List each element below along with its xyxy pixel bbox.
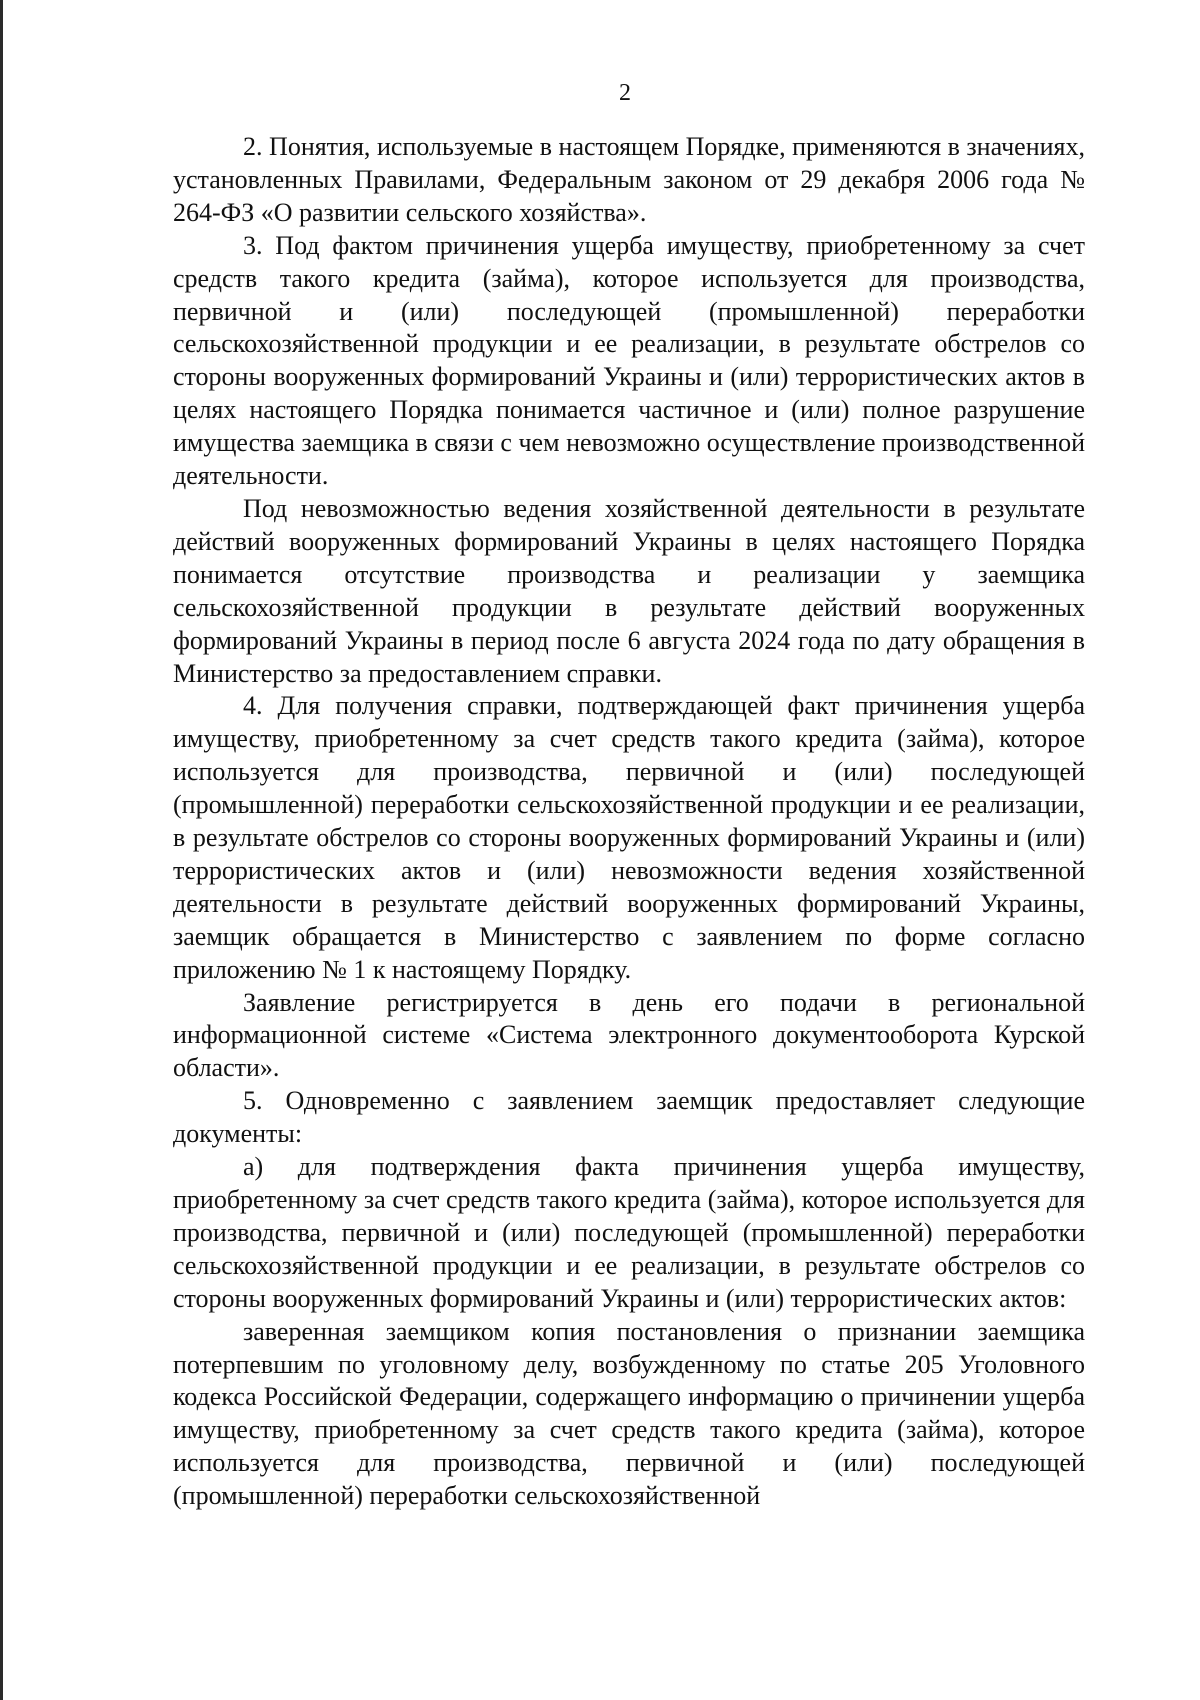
paragraph-3-damage-definition: 3. Под фактом причинения ущерба имуществу, приобретенному за счет средств такого кредита (займа), которое используется для производства, первичной и (или) последующей (промышленной) переработки сельскохозяйственной продукции и ее реализации, в результате обстрелов со стороны вооруженных формирований Украины и (или) террористических актов в целях настоящего Порядка понимается частичное и (или) полное разрушение имущества заемщика в связи с чем невозможно осуществление производственной деятельности. — [173, 230, 1085, 491]
paragraph-5a-damage-confirmation: а) для подтверждения факта причинения ущерба имуществу, приобретенному за счет средств такого кредита (займа), которое используется для производства, первичной и (или) последующей (промышленной) переработки сельскохозяйственной продукции и ее реализации, в результате обстрелов со стороны вооруженных формирований Украины и (или) террористических актов: — [173, 1152, 1085, 1313]
paragraph-2-concepts: 2. Понятия, используемые в настоящем Порядке, применяются в значениях, установленных Правилами, Федеральным законом от 29 декабря 2006 года № 264-ФЗ «О развитии сельского хозяйства». — [173, 132, 1085, 227]
paragraph-impossibility-definition: Под невозможностью ведения хозяйственной деятельности в результате действий вооруженных формирований Украины в целях настоящего Порядка понимается отсутствие производства и реализации у заемщика сельскохозяйственной продукции в результате действий вооруженных формирований Украины в период после 6 августа 2024 года по дату обращения в Министерство за предоставлением справки. — [173, 493, 1085, 688]
paragraph-resolution-copy: заверенная заемщиком копия постановления о признании заемщика потерпевшим по уголовному делу, возбужденному по статье 205 Уголовного кодекса Российской Федерации, содержащего информацию о причинении ущерба имуществу, приобретенному за счет средств такого кредита (займа), которое используется для производства, первичной и (или) последующей (промышленной) переработки сельскохозяйственной — [173, 1316, 1085, 1511]
scan-edge-shadow — [0, 0, 3, 1700]
paragraph-5-documents: 5. Одновременно с заявлением заемщик предоставляет следующие документы: — [173, 1086, 1085, 1149]
paragraph-registration: Заявление регистрируется в день его подачи в региональной информационной системе «Система электронного документооборота Курской области». — [173, 987, 1085, 1083]
paragraph-4-application: 4. Для получения справки, подтверждающей факт причинения ущерба имуществу, приобретенному за счет средств такого кредита (займа), которое используется для производства, первичной и (или) последующей (промышленной) переработки сельскохозяйственной продукции и ее реализации, в результате обстрелов со стороны вооруженных формирований Украины и (или) террористических актов и (или) невозможности ведения хозяйственной деятельности в результате действий вооруженных формирований Украины, заемщик обращается в Министерство с заявлением по форме согласно приложению № 1 к настоящему Порядку. — [173, 691, 1085, 984]
page-number: 2 — [619, 80, 631, 106]
document-body — [173, 131, 1085, 1513]
